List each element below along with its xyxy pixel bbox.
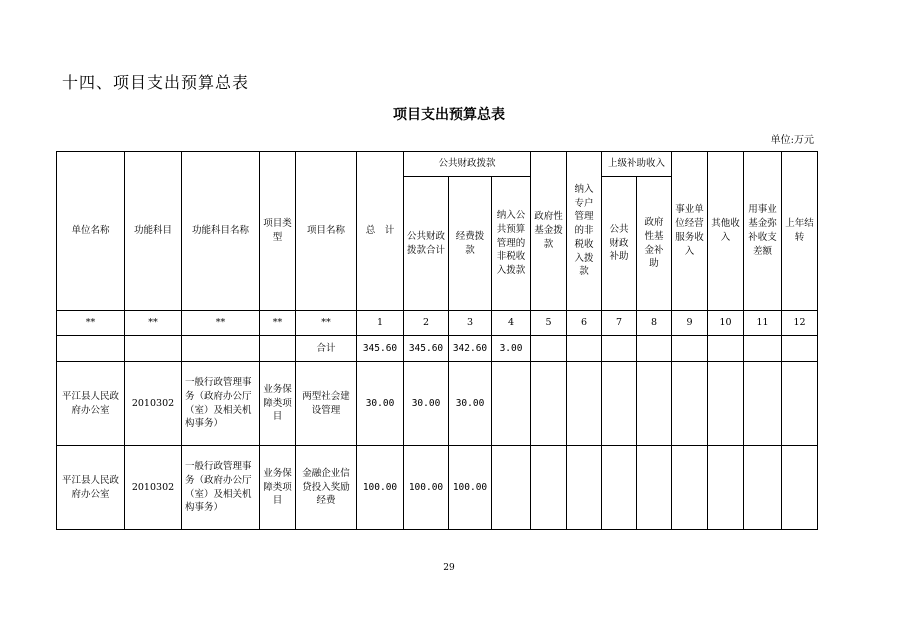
funding-allocation-cell: 100.00 [449, 446, 492, 530]
table-row [57, 362, 818, 446]
index-cell: 2 [404, 311, 449, 336]
index-cell: 11 [744, 311, 782, 336]
func-subject-name-cell: 一般行政管理事务（政府办公厅（室）及相关机构事务） [182, 446, 260, 530]
index-cell: ** [182, 311, 260, 336]
project-name-cell: 两型社会建设管理 [296, 362, 357, 446]
total-nontax-in-public: 3.00 [492, 336, 531, 362]
project-type-cell: 业务保障类项目 [260, 362, 296, 446]
func-subject-cell: 2010302 [125, 446, 182, 530]
header-gov-fund: 政府性基金拨款 [531, 152, 567, 311]
index-cell: 8 [637, 311, 672, 336]
public-finance-cell: 100.00 [404, 446, 449, 530]
total-funding-allocation: 342.60 [449, 336, 492, 362]
index-cell: 1 [357, 311, 404, 336]
header-project-type: 项目类型 [260, 152, 296, 311]
index-cell: 9 [672, 311, 708, 336]
header-sup-public-finance: 公共财政补助 [602, 177, 637, 311]
header-fund-makeup: 用事业基金弥补收支差额 [744, 152, 782, 311]
header-public-finance-total: 公共财政拨款合计 [404, 177, 449, 311]
header-carryover: 上年结转 [782, 152, 818, 311]
project-type-cell: 业务保障类项目 [260, 446, 296, 530]
func-subject-cell: 2010302 [125, 362, 182, 446]
total-cell: 30.00 [357, 362, 404, 446]
funding-allocation-cell: 30.00 [449, 362, 492, 446]
index-cell: ** [125, 311, 182, 336]
table-row [57, 446, 818, 530]
unit-label: 单位:万元 [770, 135, 814, 146]
project-expenditure-budget-table [56, 151, 818, 530]
index-cell: ** [260, 311, 296, 336]
index-cell: ** [296, 311, 357, 336]
unit-name-cell: 平江县人民政府办公室 [57, 362, 125, 446]
header-superior-subsidy: 上级补助收入 [602, 152, 672, 177]
total-public-finance: 345.60 [404, 336, 449, 362]
index-row [57, 311, 818, 336]
header-funding-allocation: 经费拨款 [449, 177, 492, 311]
header-total: 总 计 [357, 152, 404, 311]
header-other-income: 其他收入 [708, 152, 744, 311]
total-label: 合计 [296, 336, 357, 362]
index-cell: 6 [567, 311, 602, 336]
func-subject-name-cell: 一般行政管理事务（政府办公厅（室）及相关机构事务） [182, 362, 260, 446]
total-amount: 345.60 [357, 336, 404, 362]
project-name-cell: 金融企业信贷投入奖励经费 [296, 446, 357, 530]
index-cell: 10 [708, 311, 744, 336]
header-project-name: 项目名称 [296, 152, 357, 311]
header-nontax-in-public: 纳入公共预算管理的非税收入拨款 [492, 177, 531, 311]
section-heading: 十四、项目支出预算总表 [62, 73, 250, 92]
index-cell: 5 [531, 311, 567, 336]
unit-name-cell: 平江县人民政府办公室 [57, 446, 125, 530]
header-special-nontax: 纳入专户管理的非税收入拨款 [567, 152, 602, 311]
header-func-subject: 功能科目 [125, 152, 182, 311]
header-func-subject-name: 功能科目名称 [182, 152, 260, 311]
index-cell: 3 [449, 311, 492, 336]
public-finance-cell: 30.00 [404, 362, 449, 446]
index-cell: 12 [782, 311, 818, 336]
page-number: 29 [443, 563, 455, 573]
table-title: 项目支出预算总表 [393, 107, 505, 123]
total-row [57, 336, 818, 362]
total-cell: 100.00 [357, 446, 404, 530]
header-unit-name: 单位名称 [57, 152, 125, 311]
header-public-finance: 公共财政拨款 [404, 152, 531, 177]
index-cell: 4 [492, 311, 531, 336]
index-cell: 7 [602, 311, 637, 336]
index-cell: ** [57, 311, 125, 336]
header-sup-gov-fund: 政府性基金补助 [637, 177, 672, 311]
header-business-income: 事业单位经营服务收入 [672, 152, 708, 311]
